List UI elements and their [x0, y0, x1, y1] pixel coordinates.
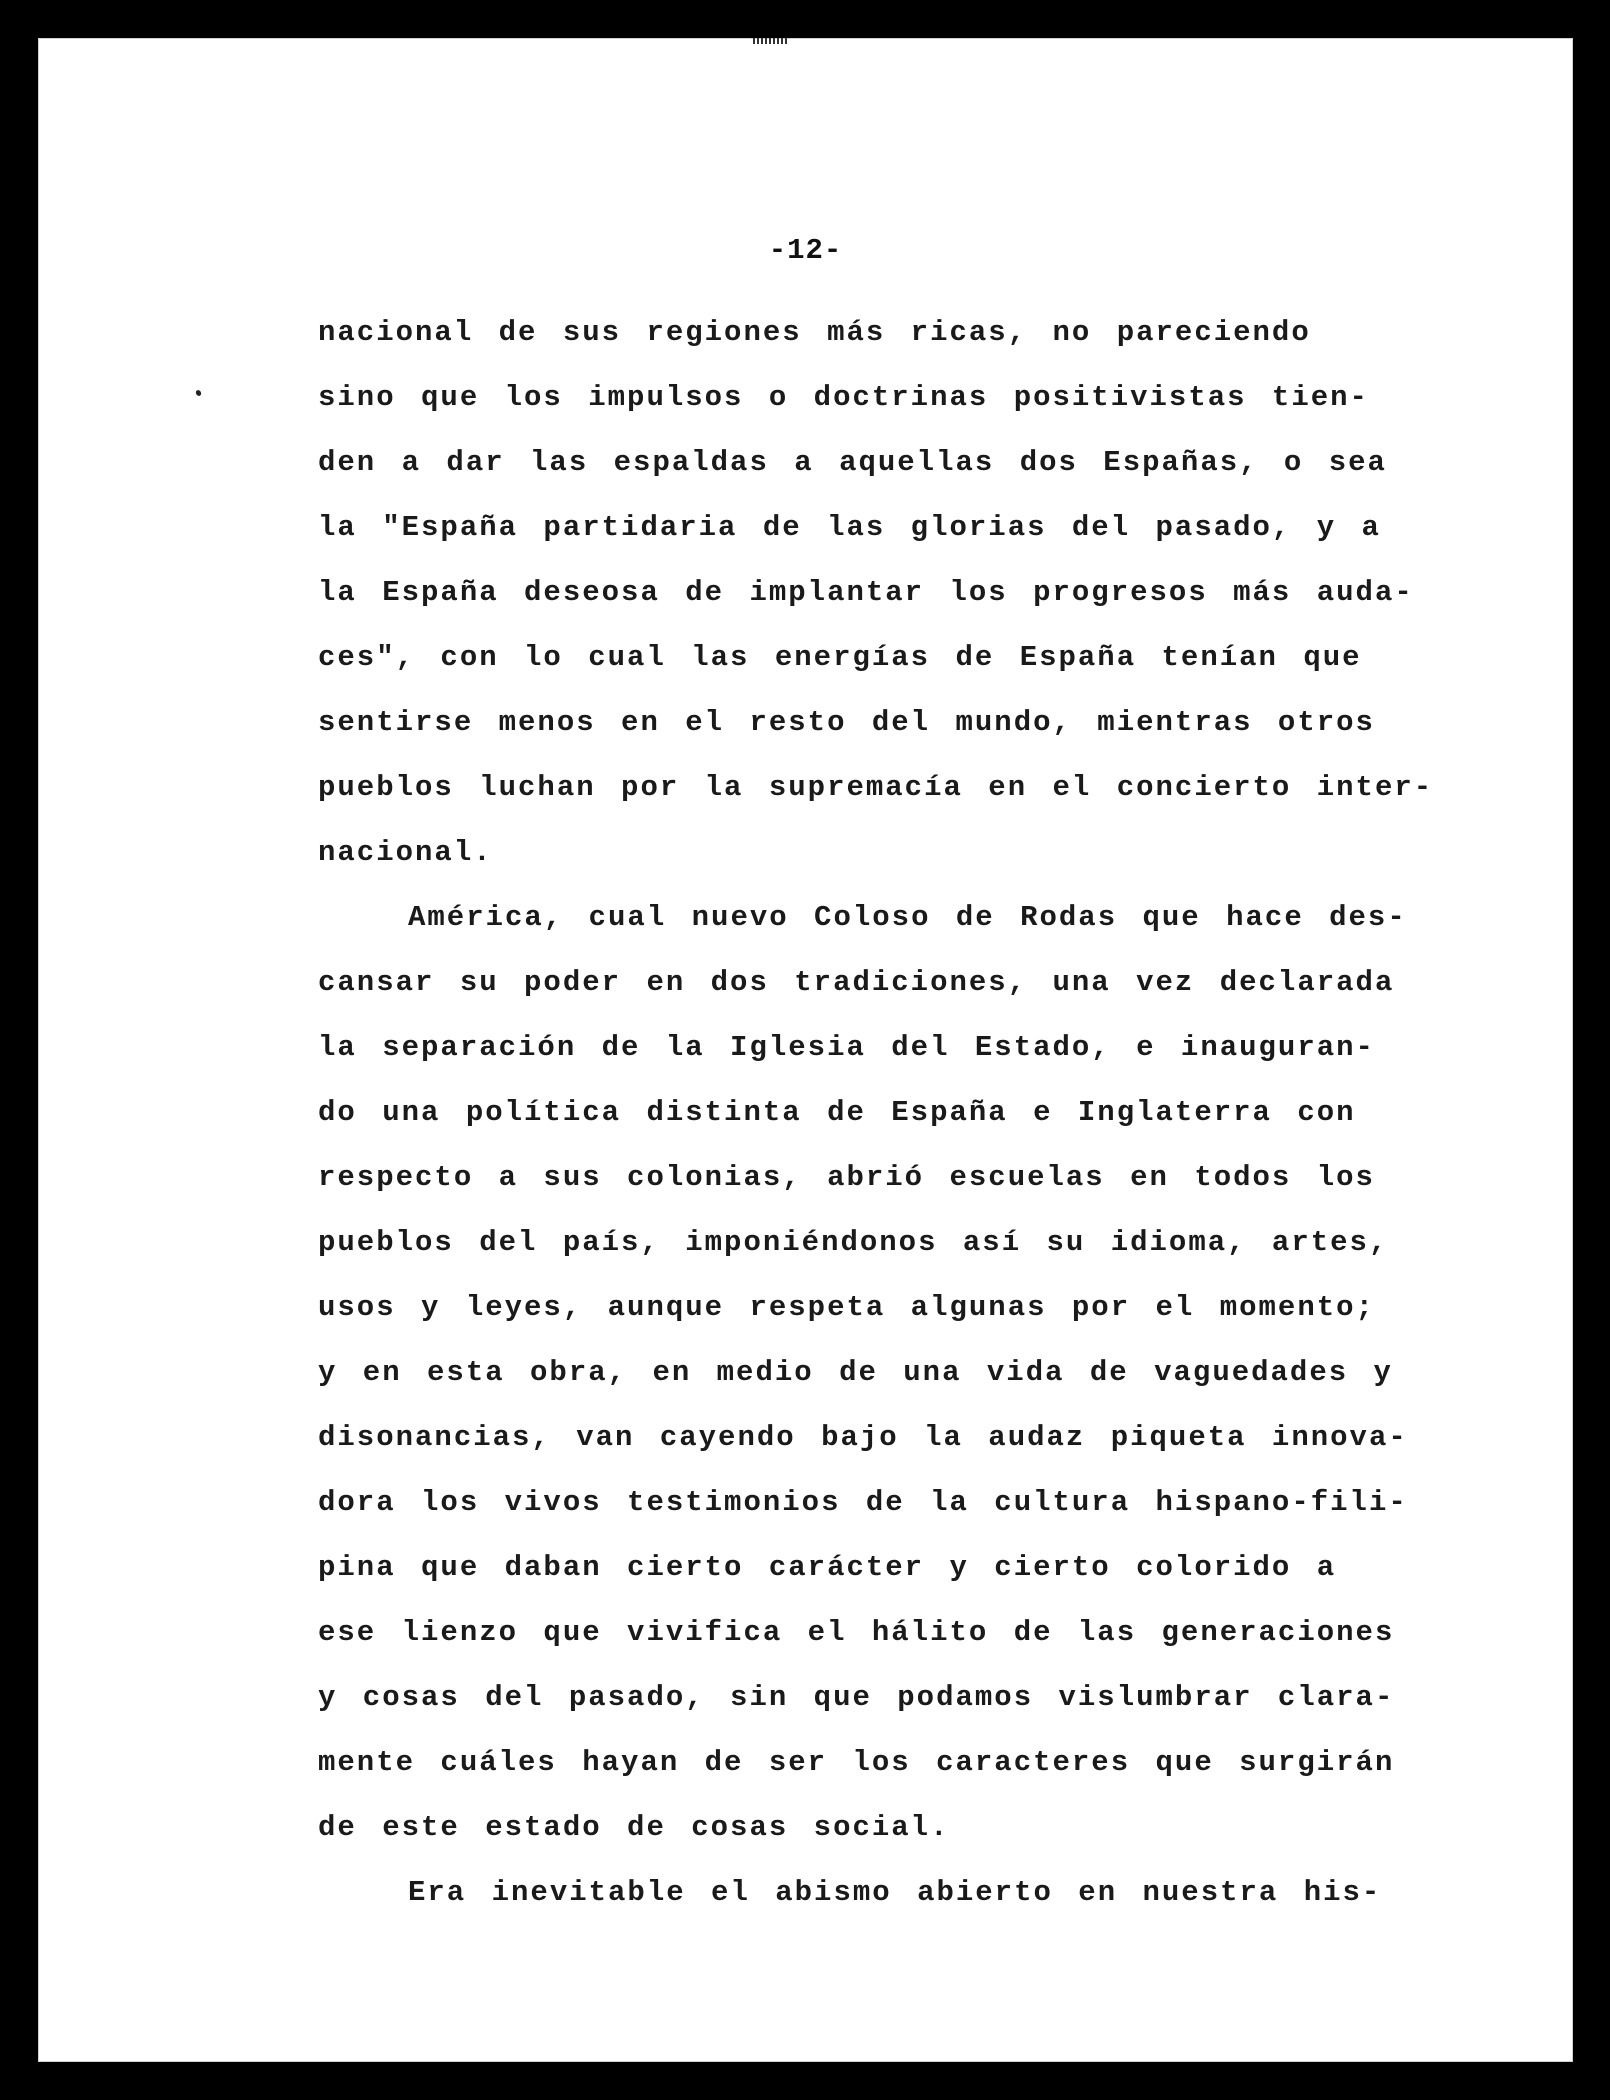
scan-edge-mark: [753, 38, 789, 44]
text-line: cansar su poder en dos tradiciones, una vez declarada: [318, 966, 1395, 999]
text-line: la separación de la Iglesia del Estado, e inauguran-: [318, 1031, 1375, 1064]
text-line: disonancias, van cayendo bajo la audaz piqueta innova-: [318, 1421, 1408, 1454]
page-number: -12-: [768, 234, 843, 267]
paragraph-start-line: América, cual nuevo Coloso de Rodas que hace des-: [408, 901, 1407, 934]
typewritten-body: [318, 300, 1448, 1925]
text-line: pueblos del país, imponiéndonos así su idioma, artes,: [318, 1226, 1389, 1259]
text-line: la "España partidaria de las glorias del pasado, y a: [318, 511, 1381, 544]
text-line: y en esta obra, en medio de una vida de vaguedades y: [318, 1356, 1393, 1389]
text-line: ces", con lo cual las energías de España tenían que: [318, 641, 1362, 674]
text-line: ese lienzo que vivifica el hálito de las generaciones: [318, 1616, 1395, 1649]
text-line: pina que daban cierto carácter y cierto colorido a: [318, 1551, 1337, 1584]
ink-speck: [195, 389, 202, 397]
text-line: dora los vivos testimonios de la cultura hispano-fili-: [318, 1486, 1408, 1519]
text-line: nacional de sus regiones más ricas, no pareciendo: [318, 316, 1311, 349]
text-line: respecto a sus colonias, abrió escuelas en todos los: [318, 1161, 1375, 1194]
text-line: den a dar las espaldas a aquellas dos Españas, o sea: [318, 446, 1387, 479]
text-line: de este estado de cosas social.: [318, 1811, 950, 1844]
text-line: y cosas del pasado, sin que podamos vislumbrar clara-: [318, 1681, 1395, 1714]
text-line: do una política distinta de España e Inglaterra con: [318, 1096, 1356, 1129]
text-line: la España deseosa de implantar los progresos más auda-: [318, 576, 1414, 609]
text-line: pueblos luchan por la supremacía en el concierto inter-: [318, 771, 1434, 804]
document-page: [38, 38, 1573, 2062]
text-line: usos y leyes, aunque respeta algunas por el momento;: [318, 1291, 1375, 1324]
text-line: nacional.: [318, 836, 493, 869]
text-line: sentirse menos en el resto del mundo, mientras otros: [318, 706, 1375, 739]
text-line: sino que los impulsos o doctrinas positivistas tien-: [318, 381, 1369, 414]
text-line: mente cuáles hayan de ser los caracteres que surgirán: [318, 1746, 1395, 1779]
paragraph-start-line: Era inevitable el abismo abierto en nuestra his-: [408, 1876, 1382, 1909]
